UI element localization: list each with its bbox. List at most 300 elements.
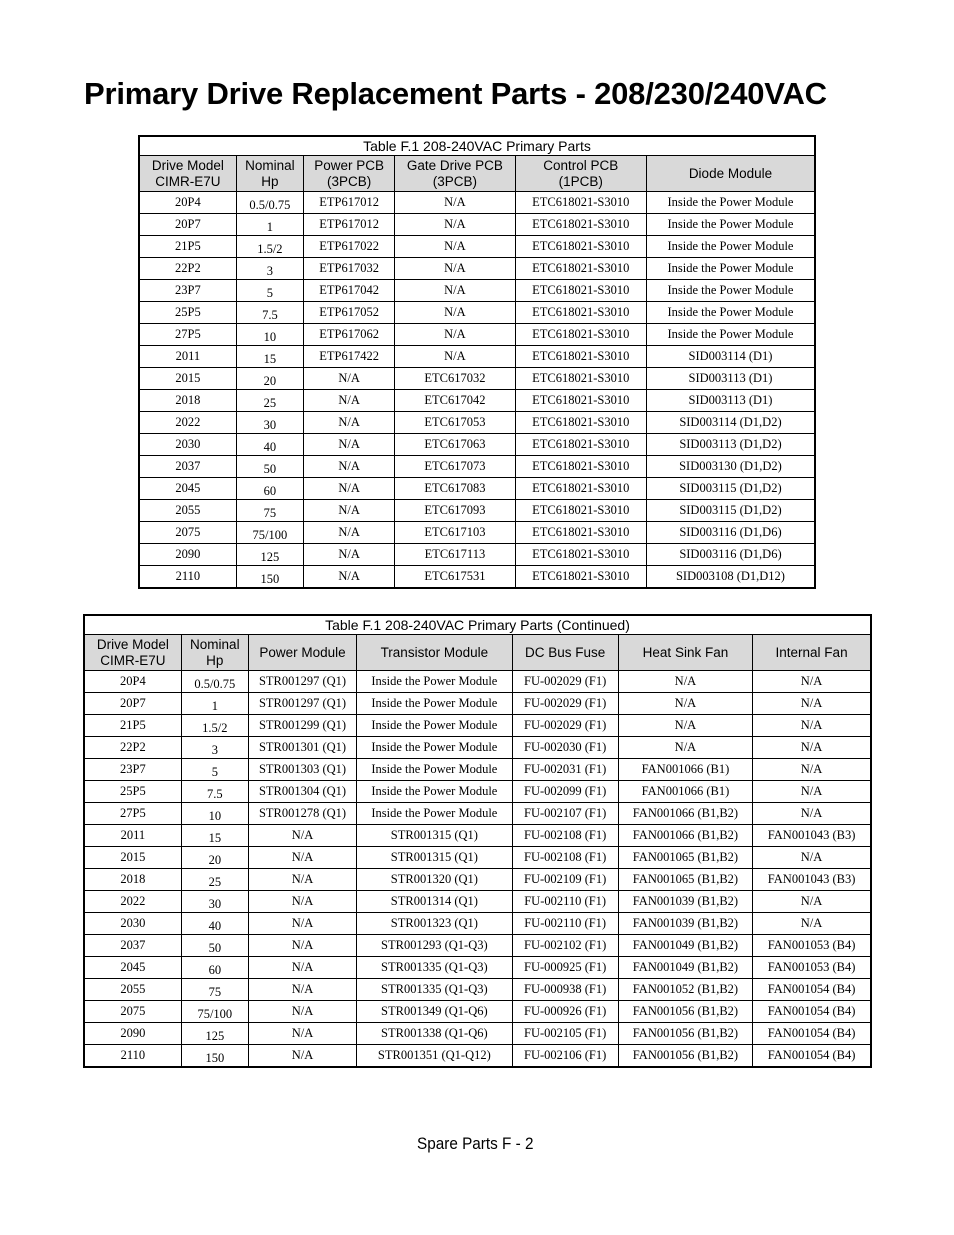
table-cell: 20P4 xyxy=(84,671,181,693)
table-cell: 3 xyxy=(181,737,248,759)
table-cell: 25P5 xyxy=(84,781,181,803)
table-row xyxy=(139,456,815,478)
table-cell: N/A xyxy=(395,280,515,302)
table-cell: STR001349 (Q1-Q6) xyxy=(357,1001,512,1023)
table-cell: FU-002108 (F1) xyxy=(512,847,618,869)
table-cell: ETC617083 xyxy=(395,478,515,500)
column-header-text: Power Module xyxy=(259,644,346,660)
primary-parts-table xyxy=(138,135,816,589)
table-cell: 125 xyxy=(236,544,303,566)
table-cell: SID003108 (D1,D12) xyxy=(646,566,815,589)
table-cell: STR001335 (Q1-Q3) xyxy=(357,957,512,979)
table-cell: 10 xyxy=(181,803,248,825)
table-cell: N/A xyxy=(753,781,871,803)
table-cell: FAN001056 (B1,B2) xyxy=(618,1001,752,1023)
table-cell: ETC617093 xyxy=(395,500,515,522)
table-cell: Inside the Power Module xyxy=(357,803,512,825)
table-cell: ETC618021-S3010 xyxy=(515,522,646,544)
table-cell: FU-002110 (F1) xyxy=(512,913,618,935)
column-header xyxy=(181,635,248,671)
table-cell: FAN001066 (B1,B2) xyxy=(618,803,752,825)
table-cell: 27P5 xyxy=(84,803,181,825)
table-cell: N/A xyxy=(395,214,515,236)
table-cell: FU-002109 (F1) xyxy=(512,869,618,891)
table-row xyxy=(139,390,815,412)
table-cell: SID003114 (D1,D2) xyxy=(646,412,815,434)
table-cell: STR001278 (Q1) xyxy=(248,803,356,825)
table-cell: ETC617032 xyxy=(395,368,515,390)
table-cell: 15 xyxy=(236,346,303,368)
table-cell: Inside the Power Module xyxy=(646,324,815,346)
column-header-text: Transistor Module xyxy=(380,644,489,660)
table-row xyxy=(84,847,871,869)
table-cell: 20P7 xyxy=(139,214,236,236)
table-cell: N/A xyxy=(753,759,871,781)
table-cell: 2022 xyxy=(139,412,236,434)
table-cell: FU-002029 (F1) xyxy=(512,693,618,715)
table-cell: FU-002107 (F1) xyxy=(512,803,618,825)
table-cell: ETC618021-S3010 xyxy=(515,324,646,346)
table-cell: 22P2 xyxy=(139,258,236,280)
table-cell: 22P2 xyxy=(84,737,181,759)
table-cell: STR001304 (Q1) xyxy=(248,781,356,803)
table-cell: ETC618021-S3010 xyxy=(515,456,646,478)
table-cell: N/A xyxy=(618,671,752,693)
table-cell: STR001314 (Q1) xyxy=(357,891,512,913)
table-row xyxy=(139,280,815,302)
table-cell: FAN001054 (B4) xyxy=(753,1023,871,1045)
table-cell: 75/100 xyxy=(236,522,303,544)
table-cell: ETC617042 xyxy=(395,390,515,412)
table-cell: N/A xyxy=(395,346,515,368)
table-cell: ETC618021-S3010 xyxy=(515,192,646,214)
table-cell: Inside the Power Module xyxy=(357,715,512,737)
table-row xyxy=(84,737,871,759)
table-cell: FAN001056 (B1,B2) xyxy=(618,1023,752,1045)
table-cell: Inside the Power Module xyxy=(646,280,815,302)
column-header-text: Hp xyxy=(261,173,279,189)
table-cell: FAN001054 (B4) xyxy=(753,1001,871,1023)
table-cell: 21P5 xyxy=(139,236,236,258)
table-cell: ETC618021-S3010 xyxy=(515,478,646,500)
table-row xyxy=(139,236,815,258)
table-cell: STR001303 (Q1) xyxy=(248,759,356,781)
column-header-text: Control PCB xyxy=(543,157,619,173)
page-footer: Spare Parts F - 2 xyxy=(417,1134,534,1153)
column-header xyxy=(753,635,871,671)
table-cell: N/A xyxy=(248,1001,356,1023)
table-cell: 1.5/2 xyxy=(181,715,248,737)
table-row xyxy=(84,825,871,847)
table-header-row xyxy=(84,635,871,671)
table-cell: ETP617422 xyxy=(303,346,394,368)
table-cell: N/A xyxy=(248,1045,356,1068)
table-cell: ETC618021-S3010 xyxy=(515,280,646,302)
table-cell: ETP617012 xyxy=(303,214,394,236)
table-cell: 2037 xyxy=(84,935,181,957)
table-row xyxy=(139,346,815,368)
table-cell: N/A xyxy=(248,869,356,891)
table-cell: 125 xyxy=(181,1023,248,1045)
table-cell: FAN001039 (B1,B2) xyxy=(618,891,752,913)
table-cell: N/A xyxy=(303,500,394,522)
table-cell: ETC617531 xyxy=(395,566,515,589)
table-cell: FAN001054 (B4) xyxy=(753,979,871,1001)
table-cell: 5 xyxy=(181,759,248,781)
table-cell: N/A xyxy=(395,192,515,214)
column-header xyxy=(618,635,752,671)
table-cell: FU-002110 (F1) xyxy=(512,891,618,913)
table-cell: ETC618021-S3010 xyxy=(515,412,646,434)
table-cell: N/A xyxy=(395,302,515,324)
table-row xyxy=(139,500,815,522)
column-header xyxy=(395,156,515,192)
table-cell: 20P4 xyxy=(139,192,236,214)
table-cell: N/A xyxy=(303,390,394,412)
table-cell: ETP617042 xyxy=(303,280,394,302)
table-cell: 20 xyxy=(236,368,303,390)
table-cell: FU-000925 (F1) xyxy=(512,957,618,979)
table-row xyxy=(84,913,871,935)
table-row xyxy=(139,214,815,236)
table-cell: Inside the Power Module xyxy=(357,759,512,781)
table-cell: STR001297 (Q1) xyxy=(248,693,356,715)
table-cell: 2011 xyxy=(139,346,236,368)
table-cell: 60 xyxy=(236,478,303,500)
table-cell: FU-002029 (F1) xyxy=(512,715,618,737)
table-cell: FU-000938 (F1) xyxy=(512,979,618,1001)
table-cell: ETP617022 xyxy=(303,236,394,258)
table-cell: ETC618021-S3010 xyxy=(515,566,646,589)
table-cell: 2011 xyxy=(84,825,181,847)
primary-parts-continued-table xyxy=(83,614,872,1068)
table-cell: SID003113 (D1) xyxy=(646,368,815,390)
column-header-text: Gate Drive PCB xyxy=(406,157,503,173)
table-cell: FAN001049 (B1,B2) xyxy=(618,935,752,957)
table-cell: 15 xyxy=(181,825,248,847)
table-cell: 75 xyxy=(236,500,303,522)
table-cell: N/A xyxy=(618,737,752,759)
table-cell: N/A xyxy=(303,434,394,456)
table-cell: ETC617063 xyxy=(395,434,515,456)
table-cell: Inside the Power Module xyxy=(357,693,512,715)
table-row xyxy=(84,957,871,979)
table-cell: STR001320 (Q1) xyxy=(357,869,512,891)
table-cell: STR001297 (Q1) xyxy=(248,671,356,693)
table-cell: 2075 xyxy=(139,522,236,544)
table-cell: ETC618021-S3010 xyxy=(515,434,646,456)
table-cell: 2018 xyxy=(84,869,181,891)
table-cell: N/A xyxy=(395,258,515,280)
table-cell: 2015 xyxy=(139,368,236,390)
column-header-text: CIMR-E7U xyxy=(155,173,221,189)
table-cell: N/A xyxy=(753,847,871,869)
table-cell: 3 xyxy=(236,258,303,280)
table-cell: 40 xyxy=(181,913,248,935)
table-cell: 2045 xyxy=(139,478,236,500)
column-header-text: (3PCB) xyxy=(432,173,478,189)
table-cell: SID003113 (D1) xyxy=(646,390,815,412)
table-row xyxy=(84,979,871,1001)
table-cell: N/A xyxy=(753,891,871,913)
table-cell: 60 xyxy=(181,957,248,979)
table-cell: FAN001066 (B1) xyxy=(618,759,752,781)
table-cell: FAN001053 (B4) xyxy=(753,957,871,979)
table-cell: 2018 xyxy=(139,390,236,412)
table-cell: 2090 xyxy=(84,1023,181,1045)
table-cell: 1.5/2 xyxy=(236,236,303,258)
table-cell: ETC618021-S3010 xyxy=(515,302,646,324)
table-cell: Inside the Power Module xyxy=(357,671,512,693)
table-cell: 50 xyxy=(236,456,303,478)
table-cell: STR001301 (Q1) xyxy=(248,737,356,759)
table-row xyxy=(139,258,815,280)
table-cell: N/A xyxy=(248,979,356,1001)
table-cell: STR001338 (Q1-Q6) xyxy=(357,1023,512,1045)
column-header-text: Hp xyxy=(206,652,224,668)
column-header-text: Internal Fan xyxy=(775,644,848,660)
table-row xyxy=(84,869,871,891)
table-row xyxy=(139,544,815,566)
table-cell: 75/100 xyxy=(181,1001,248,1023)
table-cell: FU-002102 (F1) xyxy=(512,935,618,957)
table-cell: N/A xyxy=(618,715,752,737)
table-row xyxy=(84,935,871,957)
table-cell: SID003115 (D1,D2) xyxy=(646,478,815,500)
table-caption: Table F.1 208-240VAC Primary Parts (Continued) xyxy=(84,615,871,635)
table-cell: N/A xyxy=(248,1023,356,1045)
column-header xyxy=(646,156,815,192)
table-cell: ETP617052 xyxy=(303,302,394,324)
table-cell: 25 xyxy=(181,869,248,891)
table-cell: 2075 xyxy=(84,1001,181,1023)
table-cell: N/A xyxy=(248,935,356,957)
table-cell: FAN001065 (B1,B2) xyxy=(618,847,752,869)
table-header-row xyxy=(139,156,815,192)
table-cell: 1 xyxy=(181,693,248,715)
table-cell: ETC618021-S3010 xyxy=(515,346,646,368)
table-cell: FU-002029 (F1) xyxy=(512,671,618,693)
table-cell: N/A xyxy=(753,715,871,737)
column-header xyxy=(236,156,303,192)
table-cell: STR001315 (Q1) xyxy=(357,847,512,869)
table-cell: 2045 xyxy=(84,957,181,979)
table-cell: 23P7 xyxy=(84,759,181,781)
table-cell: 30 xyxy=(181,891,248,913)
table-cell: ETC617073 xyxy=(395,456,515,478)
table-cell: 50 xyxy=(181,935,248,957)
table-cell: SID003116 (D1,D6) xyxy=(646,522,815,544)
table-cell: 150 xyxy=(181,1045,248,1068)
table-row xyxy=(84,1001,871,1023)
table-cell: N/A xyxy=(248,913,356,935)
table-cell: Inside the Power Module xyxy=(646,236,815,258)
column-header-text: Power PCB xyxy=(314,157,384,173)
table-cell: 2030 xyxy=(139,434,236,456)
table-row xyxy=(84,781,871,803)
table-cell: ETC617053 xyxy=(395,412,515,434)
table-cell: 10 xyxy=(236,324,303,346)
table-cell: N/A xyxy=(303,478,394,500)
table-cell: N/A xyxy=(395,236,515,258)
table-row xyxy=(84,803,871,825)
table-cell: 2110 xyxy=(84,1045,181,1068)
table-cell: 0.5/0.75 xyxy=(236,192,303,214)
table-cell: ETC617103 xyxy=(395,522,515,544)
table-cell: N/A xyxy=(753,803,871,825)
table-cell: 2015 xyxy=(84,847,181,869)
table-cell: STR001299 (Q1) xyxy=(248,715,356,737)
table-cell: FAN001054 (B4) xyxy=(753,1045,871,1068)
table-cell: FU-002108 (F1) xyxy=(512,825,618,847)
table-cell: Inside the Power Module xyxy=(646,214,815,236)
table-cell: FAN001056 (B1,B2) xyxy=(618,1045,752,1068)
table-cell: FAN001043 (B3) xyxy=(753,869,871,891)
column-header-text: (1PCB) xyxy=(558,173,603,189)
table-cell: 25 xyxy=(236,390,303,412)
table-row xyxy=(84,715,871,737)
table-cell: SID003116 (D1,D6) xyxy=(646,544,815,566)
table-row xyxy=(84,759,871,781)
table-cell: ETP617062 xyxy=(303,324,394,346)
table-row xyxy=(139,302,815,324)
table-cell: FAN001049 (B1,B2) xyxy=(618,957,752,979)
table-cell: N/A xyxy=(303,368,394,390)
table-cell: N/A xyxy=(753,737,871,759)
table-cell: ETP617032 xyxy=(303,258,394,280)
table-cell: STR001335 (Q1-Q3) xyxy=(357,979,512,1001)
table-cell: FAN001066 (B1,B2) xyxy=(618,825,752,847)
table-cell: FU-002031 (F1) xyxy=(512,759,618,781)
table-cell: 2037 xyxy=(139,456,236,478)
table-cell: 23P7 xyxy=(139,280,236,302)
table-cell: ETC618021-S3010 xyxy=(515,368,646,390)
column-header-text: (3PCB) xyxy=(326,173,372,189)
column-header xyxy=(248,635,356,671)
table-cell: N/A xyxy=(303,456,394,478)
table-row xyxy=(139,522,815,544)
table-cell: STR001293 (Q1-Q3) xyxy=(357,935,512,957)
table-cell: 0.5/0.75 xyxy=(181,671,248,693)
table-cell: 75 xyxy=(181,979,248,1001)
table-cell: Inside the Power Module xyxy=(646,302,815,324)
column-header xyxy=(303,156,394,192)
table-cell: FAN001052 (B1,B2) xyxy=(618,979,752,1001)
column-header-text: Nominal xyxy=(190,636,240,652)
table-cell: STR001351 (Q1-Q12) xyxy=(357,1045,512,1068)
table-cell: N/A xyxy=(303,412,394,434)
table-cell: SID003114 (D1) xyxy=(646,346,815,368)
table-cell: 1 xyxy=(236,214,303,236)
table-cell: STR001315 (Q1) xyxy=(357,825,512,847)
table-cell: 2055 xyxy=(139,500,236,522)
table-cell: ETC617113 xyxy=(395,544,515,566)
table-cell: FAN001065 (B1,B2) xyxy=(618,869,752,891)
column-header-text: Drive Model xyxy=(151,157,224,173)
table-cell: 2022 xyxy=(84,891,181,913)
table-row xyxy=(84,1023,871,1045)
table-cell: N/A xyxy=(248,891,356,913)
table-row xyxy=(139,412,815,434)
table-cell: SID003113 (D1,D2) xyxy=(646,434,815,456)
table-cell: N/A xyxy=(303,544,394,566)
column-header xyxy=(84,635,181,671)
table-cell: N/A xyxy=(248,847,356,869)
table-cell: N/A xyxy=(618,693,752,715)
table-cell: 40 xyxy=(236,434,303,456)
table-cell: 7.5 xyxy=(181,781,248,803)
table-cell: 20P7 xyxy=(84,693,181,715)
table-cell: N/A xyxy=(395,324,515,346)
table-cell: Inside the Power Module xyxy=(646,192,815,214)
table-row xyxy=(84,693,871,715)
page-title: Primary Drive Replacement Parts - 208/230/240VAC xyxy=(84,76,827,111)
table-cell: ETC618021-S3010 xyxy=(515,236,646,258)
column-header xyxy=(515,156,646,192)
table-cell: FU-002106 (F1) xyxy=(512,1045,618,1068)
table-caption: Table F.1 208-240VAC Primary Parts xyxy=(139,136,815,156)
column-header-text: Diode Module xyxy=(688,165,773,181)
table-cell: ETC618021-S3010 xyxy=(515,214,646,236)
table-cell: FU-002099 (F1) xyxy=(512,781,618,803)
table-cell: ETC618021-S3010 xyxy=(515,500,646,522)
table-cell: 21P5 xyxy=(84,715,181,737)
table-cell: FU-000926 (F1) xyxy=(512,1001,618,1023)
column-header xyxy=(512,635,618,671)
table-cell: N/A xyxy=(303,522,394,544)
table-cell: ETP617012 xyxy=(303,192,394,214)
table-cell: N/A xyxy=(248,825,356,847)
table-row xyxy=(84,671,871,693)
table-cell: 5 xyxy=(236,280,303,302)
table-cell: 2090 xyxy=(139,544,236,566)
table-cell: N/A xyxy=(753,671,871,693)
column-header xyxy=(357,635,512,671)
table-row xyxy=(139,324,815,346)
table-cell: Inside the Power Module xyxy=(357,781,512,803)
table-cell: STR001323 (Q1) xyxy=(357,913,512,935)
table-row xyxy=(84,891,871,913)
table-cell: 7.5 xyxy=(236,302,303,324)
table-row xyxy=(139,368,815,390)
table-cell: FU-002030 (F1) xyxy=(512,737,618,759)
table-cell: N/A xyxy=(303,566,394,589)
table-cell: Inside the Power Module xyxy=(646,258,815,280)
column-header xyxy=(139,156,236,192)
column-header-text: Nominal xyxy=(245,157,295,173)
table-cell: N/A xyxy=(753,913,871,935)
table-cell: 25P5 xyxy=(139,302,236,324)
table-cell: FAN001043 (B3) xyxy=(753,825,871,847)
table-cell: 2030 xyxy=(84,913,181,935)
table-row xyxy=(139,566,815,589)
table-cell: ETC618021-S3010 xyxy=(515,390,646,412)
table-cell: 27P5 xyxy=(139,324,236,346)
column-header-text: Drive Model xyxy=(96,636,169,652)
table-cell: N/A xyxy=(753,693,871,715)
table-cell: FU-002105 (F1) xyxy=(512,1023,618,1045)
table-row xyxy=(84,1045,871,1068)
table-cell: 150 xyxy=(236,566,303,589)
table-row xyxy=(139,192,815,214)
table-cell: SID003130 (D1,D2) xyxy=(646,456,815,478)
table-row xyxy=(139,478,815,500)
column-header-text: CIMR-E7U xyxy=(100,652,166,668)
table-cell: Inside the Power Module xyxy=(357,737,512,759)
column-header-text: DC Bus Fuse xyxy=(525,644,606,660)
table-cell: ETC618021-S3010 xyxy=(515,258,646,280)
table-cell: N/A xyxy=(248,957,356,979)
